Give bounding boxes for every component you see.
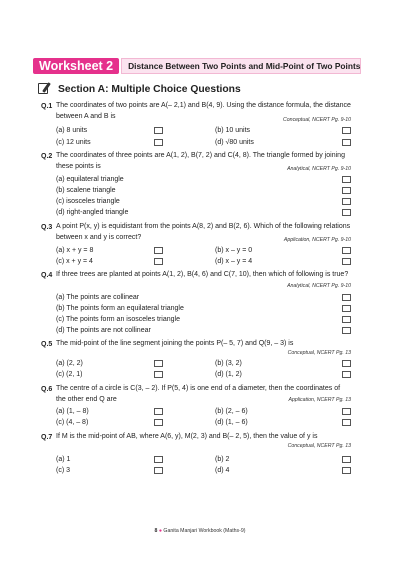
option-label: (a) (2, 2) [56,360,83,367]
answer-checkbox[interactable] [342,360,351,367]
answer-checkbox[interactable] [342,209,351,216]
section-title: Section A: Multiple Choice Questions [58,83,241,95]
option-label: (b) The points form an equilateral triangle [56,305,184,312]
option-label: (d) (1, 2) [215,371,242,378]
page-number: 8 [154,528,158,534]
answer-checkbox[interactable] [154,127,163,134]
answer-checkbox[interactable] [342,127,351,134]
answer-checkbox[interactable] [342,419,351,426]
footer-text: Ganita Manjari Workbook (Maths-9) [163,528,246,534]
answer-checkbox[interactable] [342,258,351,265]
worksheet-title: Distance Between Two Points and Mid-Point of Two Points [121,58,361,74]
answer-checkbox[interactable] [342,176,351,183]
answer-checkbox[interactable] [154,360,163,367]
question-text: The centre of a circle is C(3, – 2). If P(5, 4) is one end of a diameter, then the coordinates of the other end Q are [56,385,341,403]
question-number: Q.2 [41,153,53,160]
answer-checkbox[interactable] [154,456,163,463]
question-source: Application, NCERT Pg. 13 [288,397,351,403]
option-label: (c) isosceles triangle [56,198,120,205]
worksheet-badge: Worksheet 2 [33,58,119,74]
option-label: (b) (3, 2) [215,360,242,367]
pencil-note-icon [38,82,52,96]
question-text: The mid-point of the line segment joining the points P(– 5, 7) and Q(9, – 3) is [56,340,294,347]
option-label: (c) 12 units [56,139,91,146]
question-number: Q.5 [41,341,53,348]
option-label: (c) x + y = 4 [56,258,93,265]
answer-checkbox[interactable] [342,294,351,301]
answer-checkbox[interactable] [342,408,351,415]
answer-checkbox[interactable] [342,467,351,474]
answer-checkbox[interactable] [342,327,351,334]
option-label: (b) 2 [215,456,230,463]
answer-checkbox[interactable] [154,258,163,265]
answer-checkbox[interactable] [342,305,351,312]
answer-checkbox[interactable] [342,371,351,378]
option-label: (a) x + y = 8 [56,247,94,254]
question-source: Conceptual, NCERT Pg. 13 [287,350,351,356]
answer-checkbox[interactable] [342,247,351,254]
option-label: (d) 4 [215,467,230,474]
section-heading [38,82,241,96]
bullet-icon: ● [158,528,162,534]
option-label: (d) (1, – 6) [215,419,248,426]
option-label: (c) (2, 1) [56,371,83,378]
question-number: Q.3 [41,224,53,231]
question-text: The coordinates of two points are A(– 2,1) and B(4, 9). Using the distance formula, the distance between A and B is [56,102,351,120]
question-text: The coordinates of three points are A(1, 2), B(7, 2) and C(4, 8). The triangle formed by joining these points is [56,152,345,170]
option-label: (b) 10 units [215,127,251,134]
answer-checkbox[interactable] [342,198,351,205]
question-source: Conceptual, NCERT Pg. 13 [287,443,351,449]
answer-checkbox[interactable] [154,408,163,415]
option-label: (c) (4, – 8) [56,419,89,426]
option-label: (d) √80 units [215,139,254,146]
question-number: Q.4 [41,272,53,279]
answer-checkbox[interactable] [342,316,351,323]
option-label: (d) right-angled triangle [56,209,129,216]
answer-checkbox[interactable] [342,187,351,194]
option-label: (a) (1, – 8) [56,408,89,415]
option-label: (b) (2, – 6) [215,408,248,415]
question-text: If three trees are planted at points A(1, 2), B(4, 6) and C(7, 10), then which of following is true? [56,271,349,278]
answer-checkbox[interactable] [154,419,163,426]
question-source: Application, NCERT Pg. 9-10 [283,237,351,243]
page-footer [0,528,400,534]
option-label: (d) The points are not collinear [56,327,151,334]
question-number: Q.7 [41,434,53,441]
answer-checkbox[interactable] [154,139,163,146]
option-label: (b) scalene triangle [56,187,116,194]
option-label: (a) 1 [56,456,71,463]
question-number: Q.1 [41,103,53,110]
option-label: (b) x – y = 0 [215,247,253,254]
option-label: (a) The points are collinear [56,294,140,301]
question-source: Conceptual, NCERT Pg. 9-10 [283,117,351,123]
question-source: Analytical, NCERT Pg. 9-10 [287,166,351,172]
option-label: (a) 8 units [56,127,88,134]
worksheet-header [33,58,361,74]
question-text: A point P(x, y) is equidistant from the points A(8, 2) and B(2, 6). Which of the following relations between x and y is correct? [56,223,351,241]
answer-checkbox[interactable] [154,467,163,474]
question-text: If M is the mid-point of AB, where A(6, y), M(2, 3) and B(– 2, 5), then the value of y is [56,433,318,440]
answer-checkbox[interactable] [342,456,351,463]
answer-checkbox[interactable] [342,139,351,146]
option-label: (a) equilateral triangle [56,176,124,183]
question-source: Analytical, NCERT Pg. 9-10 [287,283,351,289]
question-number: Q.6 [41,386,53,393]
option-label: (c) 3 [56,467,70,474]
option-label: (c) The points form an isosceles triangle [56,316,180,323]
option-label: (d) x – y = 4 [215,258,253,265]
answer-checkbox[interactable] [154,247,163,254]
answer-checkbox[interactable] [154,371,163,378]
